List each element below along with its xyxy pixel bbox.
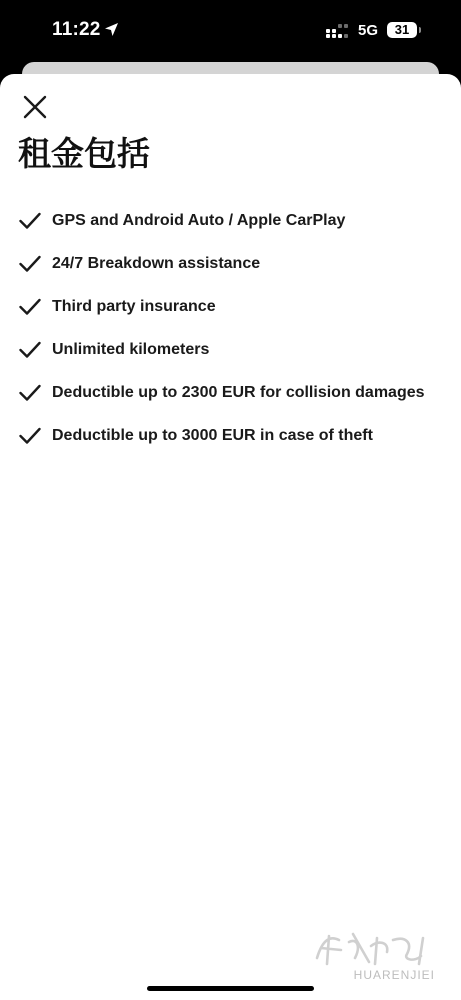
location-arrow-icon [104,22,119,37]
watermark [303,928,443,990]
feature-item [0,208,461,251]
sheet-title: 租金包括 [18,134,150,173]
home-indicator[interactable] [147,986,314,991]
cellular-signal-icon [326,24,350,38]
close-button[interactable] [20,92,50,122]
feature-item [0,251,461,294]
feature-label: Deductible up to 2300 EUR for collision damages [52,384,425,401]
network-type-label: 5G [358,22,379,39]
feature-label: Unlimited kilometers [52,341,210,358]
watermark-text: HUARENJIEI [353,968,435,982]
check-icon [19,298,41,316]
check-icon [19,384,41,402]
rental-includes-sheet [0,74,461,1000]
battery-icon [387,22,417,38]
status-bar [0,0,461,62]
feature-item [0,337,461,380]
check-icon [19,341,41,359]
feature-label: GPS and Android Auto / Apple CarPlay [52,212,346,229]
battery-nub [419,27,421,33]
check-icon [19,427,41,445]
feature-item [0,423,461,466]
feature-item [0,380,461,423]
feature-label: Third party insurance [52,298,216,315]
battery-level: 31 [394,22,410,37]
included-features-list [0,208,461,466]
feature-label: 24/7 Breakdown assistance [52,255,261,272]
check-icon [19,212,41,230]
close-icon [20,92,50,122]
feature-item [0,294,461,337]
feature-label: Deductible up to 3000 EUR in case of theft [52,427,373,444]
status-time: 11:22 [52,19,101,40]
check-icon [19,255,41,273]
